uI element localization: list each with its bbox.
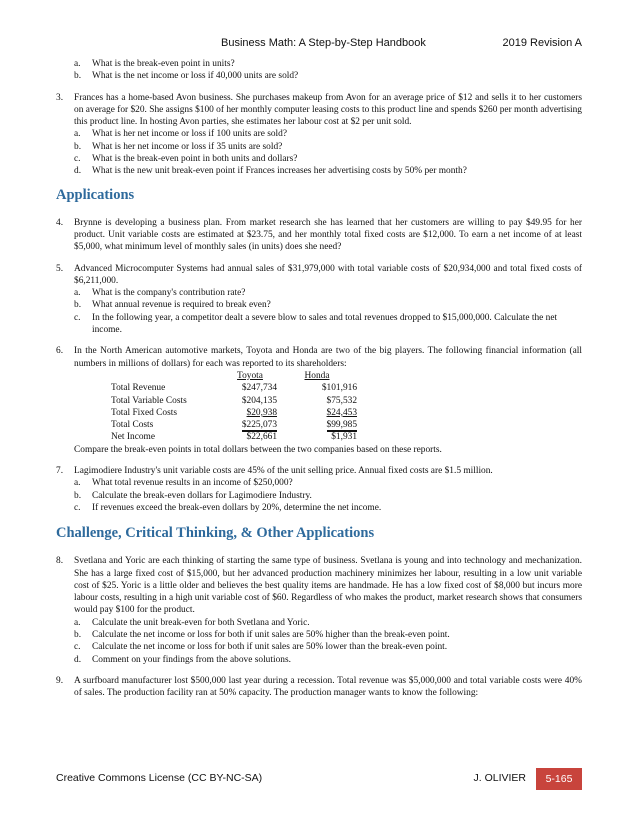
financial-table — [111, 370, 357, 444]
subitem: b. What is the net income or loss if 40,000 units are sold? — [74, 71, 299, 82]
problem-3: 3. Frances has a home-based Avon business. She purchases makeup from Avon for an average price of $12 and sells it to her customers on average for $20. She assigns $100 of her monthly computer leasing costs to this product line and spends $260 per month advertising this product line. In hosting Avon parties, she estimates her labour cost at $2 per unit sold. — [56, 92, 582, 128]
subitem: a. What is her net income or loss if 100 units are sold? — [74, 129, 288, 140]
problem-6-question: Compare the break-even points in total dollars between the two companies based on these reports. — [74, 444, 442, 455]
col-honda: Honda — [304, 370, 330, 381]
table-row: Net Income $22,661 $1,931 — [111, 432, 357, 443]
problem-6: 6. In the North American automotive markets, Toyota and Honda are two of the big players. The following financial information (all numbers in millions of dollars) for each was reported to its shareholders: — [56, 346, 582, 369]
table-row: Total Variable Costs $204,135 $75,532 — [111, 395, 357, 406]
subitem: a. What is the break-even point in units? — [74, 59, 235, 69]
table-row: Total Fixed Costs $20,938 $24,453 — [111, 407, 357, 418]
subitem: c. In the following year, a competitor dealt a severe blow to sales and total revenues dropped to $15,000,000. Calculate the net income. — [74, 312, 558, 336]
problem-9: 9. A surfboard manufacturer lost $500,000 last year during a recession. Total revenue was $5,000,000 and total variable costs were 40% of sales. The production facility ran at 50% capacity. The production manager wants to know the following: — [56, 675, 582, 699]
section-heading-applications: Applications — [56, 186, 135, 203]
subitem: a. What total revenue results in an income of $250,000? — [74, 478, 293, 489]
problem-5: 5. Advanced Microcomputer Systems had annual sales of $31,979,000 with total variable costs of $20,934,000 and total fixed costs of $6,211,000. — [56, 263, 582, 286]
subitem: d. Comment on your findings from the above solutions. — [74, 654, 291, 665]
col-toyota: Toyota — [237, 370, 263, 381]
subitem: a. What is the company's contribution rate? — [74, 288, 246, 299]
book-title: Business Math: A Step-by-Step Handbook — [221, 37, 426, 49]
license-text: Creative Commons License (CC BY-NC-SA) — [56, 772, 263, 784]
page-content — [56, 58, 582, 699]
subitem: b. Calculate the break-even dollars for Lagimodiere Industry. — [74, 490, 312, 501]
subitem: b. What is her net income or loss if 35 units are sold? — [74, 141, 283, 152]
subitem: b. Calculate the net income or loss for both if unit sales are 50% higher than the break-even point. — [74, 629, 450, 640]
section-heading-challenge: Challenge, Critical Thinking, & Other Applications — [56, 525, 375, 542]
subitem: d. What is the new unit break-even point if Frances increases her advertising costs by 50% per month? — [74, 166, 467, 177]
subitem: b. What annual revenue is required to break even? — [74, 300, 271, 311]
author-name: J. OLIVIER — [473, 772, 526, 784]
table-header-row — [111, 370, 357, 382]
problem-4: 4. Brynne is developing a business plan. From market research she has learned that her customers are willing to pay $49.95 for her product. Unit variable costs are estimated at $23.75, and her monthly total fixed costs are $12,000. To earn a net income of at least $5,000, what minimum level of monthly sales (in units) does she need? — [56, 217, 582, 253]
page-footer — [56, 768, 582, 786]
subitem: c. What is the break-even point in both units and dollars? — [74, 154, 298, 165]
table-row: Total Revenue $247,734 $101,916 — [111, 383, 357, 394]
subitem: a. Calculate the unit break-even for both Svetlana and Yoric. — [74, 617, 310, 628]
page-number-badge: 5-165 — [536, 768, 582, 790]
revision-label: 2019 Revision A — [502, 37, 582, 49]
problem-7: 7. Lagimodiere Industry's unit variable costs are 45% of the unit selling price. Annual fixed costs are $1.5 million. — [56, 466, 493, 477]
problem-8: 8. Svetlana and Yoric are each thinking of starting the same type of business. Svetlana is young and into technology and mechanization. She has a large fixed cost of $15,000, but her advanced production machinery minimizes her labour, resulting in a low unit variable cost of $25. Yoric is a little older and believes the best quality items are handmade. He has a low fixed cost of $8,000 but incurs more labour costs, resulting in a high unit variable cost of $60. Regardless of who makes the product, market research shows that consumers would pay $100 for the product. — [56, 556, 582, 616]
page-header — [56, 37, 582, 53]
subitem: c. If revenues exceed the break-even dollars by 20%, determine the net income. — [74, 502, 382, 513]
table-row: Total Costs $225,073 $99,985 — [111, 420, 357, 431]
subitem: c. Calculate the net income or loss for both if unit sales are 50% lower than the break-even point. — [74, 642, 448, 653]
